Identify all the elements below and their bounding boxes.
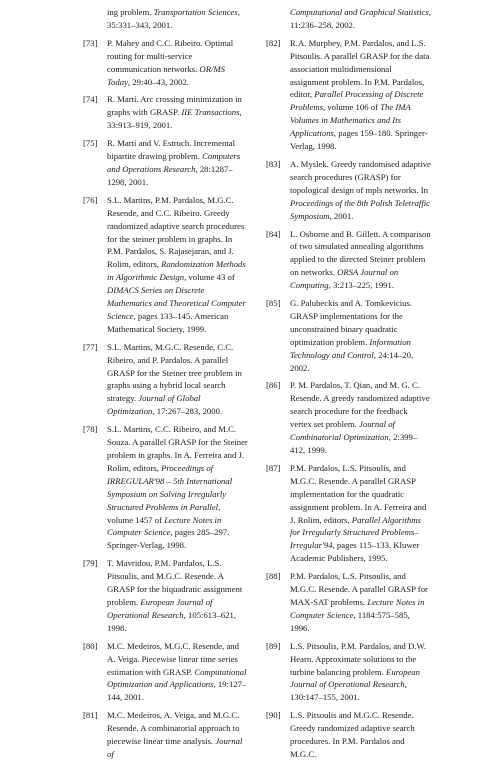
reference-text: , 17:267–283, 2000. xyxy=(152,406,223,417)
reference-text: R. Martí. Arc crossing minimization in graphs with GRASP. xyxy=(107,94,242,118)
reference-entry xyxy=(266,379,431,456)
reference-text: L.S. Pitsoulis, P.M. Pardalos, and D.W. Hearn. Approximate solutions to the turbine balancing problem. xyxy=(290,640,427,677)
reference-entry xyxy=(83,194,248,336)
reference-entry xyxy=(266,37,431,153)
reference-text: , 3:213–225, 1991. xyxy=(328,280,395,291)
reference-italic-text: Randomization Methods in Algorithmic Design xyxy=(107,259,246,283)
reference-entry xyxy=(83,709,248,761)
reference-number: [85] xyxy=(266,298,281,309)
reference-entry xyxy=(266,297,431,374)
reference-number: [83] xyxy=(266,158,281,169)
reference-number: [89] xyxy=(266,640,281,651)
reference-number: [87] xyxy=(266,462,281,473)
reference-text: , 28:1287–1298, 2001. xyxy=(107,163,233,187)
reference-text: , 130:147–155, 2001. xyxy=(290,679,407,703)
reference-text: L.S. Pitsoulis and M.G.C. Resende. Greedy randomized adaptive search procedures. In P.M. Pardalos and M.G.C. xyxy=(290,710,415,759)
reference-text: G. Palubeckis and A. Tomkevicius. GRASP implementations for the unconstrained binary quadratic optimization problem. xyxy=(290,298,413,347)
reference-text: , 2001. xyxy=(329,210,354,221)
reference-text: , 24:14–20, 2002. xyxy=(290,349,414,373)
reference-italic-text: Information Technology and Control xyxy=(290,336,411,360)
reference-text: , 35:331–343, 2001. xyxy=(107,7,240,30)
reference-text: , 33:913–919, 2001. xyxy=(107,107,242,131)
reference-number: [82] xyxy=(266,37,281,48)
reference-italic-text: Parallel Algorithms for Irregularly Structured Problems– Irregular'94 xyxy=(290,514,421,551)
reference-number: [77] xyxy=(83,341,98,352)
reference-text: , volume 106 of xyxy=(322,102,381,113)
reference-entry xyxy=(83,341,248,418)
reference-number: [86] xyxy=(266,380,281,391)
reference-entry xyxy=(83,423,248,552)
reference-number: [76] xyxy=(83,194,98,205)
reference-text: , pages 285–297. Springer-Verlag, 1998. xyxy=(107,527,230,551)
reference-entry xyxy=(266,640,431,705)
reference-number: [75] xyxy=(83,138,98,149)
left-column xyxy=(83,6,248,766)
reference-entry xyxy=(83,37,248,89)
reference-number: [84] xyxy=(266,228,281,239)
reference-entry xyxy=(83,640,248,705)
reference-number: [73] xyxy=(83,37,98,48)
reference-text: M.C. Medeiros, M.G.C. Resende, and A. Veiga. Piecewise linear time series estimation with GRASP. xyxy=(107,640,239,677)
reference-entry xyxy=(83,93,248,132)
reference-text: , 105:613–621, 1998. xyxy=(107,609,237,633)
reference-italic-text: Lecture Notes in Computer Science xyxy=(290,596,425,620)
reference-text: L. Osborne and B. Gillett. A comparison of two simulated annealing algorithms applied to the directed Steiner problem on networks. xyxy=(290,228,431,278)
reference-text: , volume 43 of xyxy=(184,272,235,283)
reference-italic-text: Lecture Notes in Computer Science xyxy=(107,514,222,538)
reference-text: ing problem. xyxy=(107,7,154,17)
reference-entry xyxy=(266,158,431,223)
reference-number: [80] xyxy=(83,640,98,651)
reference-text: P. Mahey and C.C. Ribeiro. Optimal routing for multi-service communication networks. xyxy=(107,37,234,74)
reference-text: T. Mavridou, P.M. Pardalos, L.S. Pitsoulis, and M.G.C. Resende. A GRASP for the biquadratic assignment problem. xyxy=(107,558,243,607)
reference-entry xyxy=(266,570,431,635)
reference-text: P.M. Pardalos, L.S. Pitsoulis, and M.G.C. Resende. A parallel GRASP implementation for the quadratic assignment problem. In A. Ferreira and J. Rolim, editors, xyxy=(290,462,427,525)
reference-italic-text: European Journal of Operational Research xyxy=(290,666,420,690)
reference-text: , pages 159–180. Springer-Verlag, 1998. xyxy=(290,128,428,152)
reference-entry xyxy=(266,462,431,565)
reference-text: A. Myslek. Greedy randomised adaptive search procedures (GRASP) for topological design of mpls networks. In xyxy=(290,158,431,195)
reference-italic-text: Journal of xyxy=(107,736,243,759)
reference-italic-text: Proceedings of IRREGULAR'98 – 5th International Symposium on Solving Irregularly Structured Problems in Parallel xyxy=(107,462,233,512)
reference-number: [90] xyxy=(266,710,281,721)
reference-entry xyxy=(266,709,431,761)
reference-text: , 11:236–258, 2002. xyxy=(290,7,431,30)
reference-text: , 2:399–412, 1999. xyxy=(290,432,418,455)
reference-continuation xyxy=(266,6,431,32)
reference-text: , 1184:575–585, 1996. xyxy=(290,609,410,633)
reference-number: [88] xyxy=(266,571,281,582)
reference-text: P. M. Pardalos, T. Qian, and M. G. C. Resende. A greedy randomized adaptive search procedure for the feedback vertex set problem. xyxy=(290,380,430,430)
reference-entry xyxy=(266,228,431,293)
reference-number: [78] xyxy=(83,424,98,435)
reference-italic-text: Parallel Processing of Discrete Problems xyxy=(290,89,424,113)
reference-italic-text: IIE Transactions xyxy=(181,107,240,118)
reference-italic-text: DIMACS Series on Discrete Mathematics and Theoretical Computer Science xyxy=(107,285,246,321)
reference-continuation xyxy=(83,6,248,32)
reference-number: [79] xyxy=(83,558,98,569)
reference-italic-text: Journal of Combinatorial Optimization xyxy=(290,419,395,443)
reference-number: [81] xyxy=(83,710,98,721)
reference-italic-text: ORSA Journal on Computing xyxy=(290,267,399,291)
reference-text: S.L. Martins, P.M. Pardalos, M.G.C. Resende, and C.C. Ribeiro. Greedy randomized adaptive search procedures for the steiner problem in graphs. In P.M. Pardalos, S. Rajasejaran, and J. Rolim, editors, xyxy=(107,194,245,270)
reference-italic-text: Journal of Global Optimization xyxy=(107,393,201,417)
right-column xyxy=(266,6,431,766)
reference-italic-text: European Journal of Operational Research xyxy=(107,596,213,620)
reference-italic-text: The IMA Volumes in Mathematics and Its Applications xyxy=(290,102,411,139)
reference-italic-text: Proceedings of the 8th Polish Teletraffic Symposium xyxy=(290,197,431,221)
reference-text: , 29:40–43, 2002. xyxy=(127,76,189,87)
reference-number: [74] xyxy=(83,94,98,105)
reference-text: M.C. Medeiros, A. Veiga, and M.G.C. Resende. A combinatorial approach to piecewise linear time analysis. xyxy=(107,710,240,747)
reference-text: , pages 133–145. American Mathematical Society, 1999. xyxy=(107,310,229,334)
reference-text: P.M. Pardalos, L.S. Pitsoulis, and M.G.C. Resende. A parallel GRASP for MAX-SAT problems. xyxy=(290,571,428,607)
reference-text: , 19:127–144, 2001. xyxy=(107,679,247,703)
reference-entry xyxy=(83,557,248,634)
reference-italic-text: OR/MS Today xyxy=(107,63,225,87)
reference-entry xyxy=(83,137,248,189)
reference-text: S.L. Martins, C.C. Ribeiro, and M.C. Souza. A parallel GRASP for the Steiner problem in graphs. In A. Ferreira and J. Rolim, editors, xyxy=(107,424,248,473)
reference-text: R. Martí and V. Estruch. Incremental bipartite drawing problem. xyxy=(107,138,236,162)
reference-italic-text: Computational and Graphical Statistics xyxy=(290,7,429,17)
reference-text: , pages 115–133. Kluwer Academic Publishers, 1995. xyxy=(290,540,420,564)
reference-text: S.L. Martins, M.G.C. Resende, C.C. Ribeiro, and P. Pardalos. A parallel GRASP for the Steiner tree problem in graphs using a hybrid local search strategy. xyxy=(107,341,242,404)
reference-text: R.A. Murphey, P.M. Pardalos, and L.S. Pitsoulis. A parallel GRASP for the data association multidimensional assignment problem. In P.M. Pardalos, editor, xyxy=(290,37,430,100)
reference-italic-text: Computers and Operations Research xyxy=(107,151,241,174)
reference-italic-text: Computational Optimization and Applications xyxy=(107,666,247,690)
reference-text: , volume 1457 of xyxy=(107,501,221,525)
reference-italic-text: Transportation Sciences xyxy=(153,7,238,17)
